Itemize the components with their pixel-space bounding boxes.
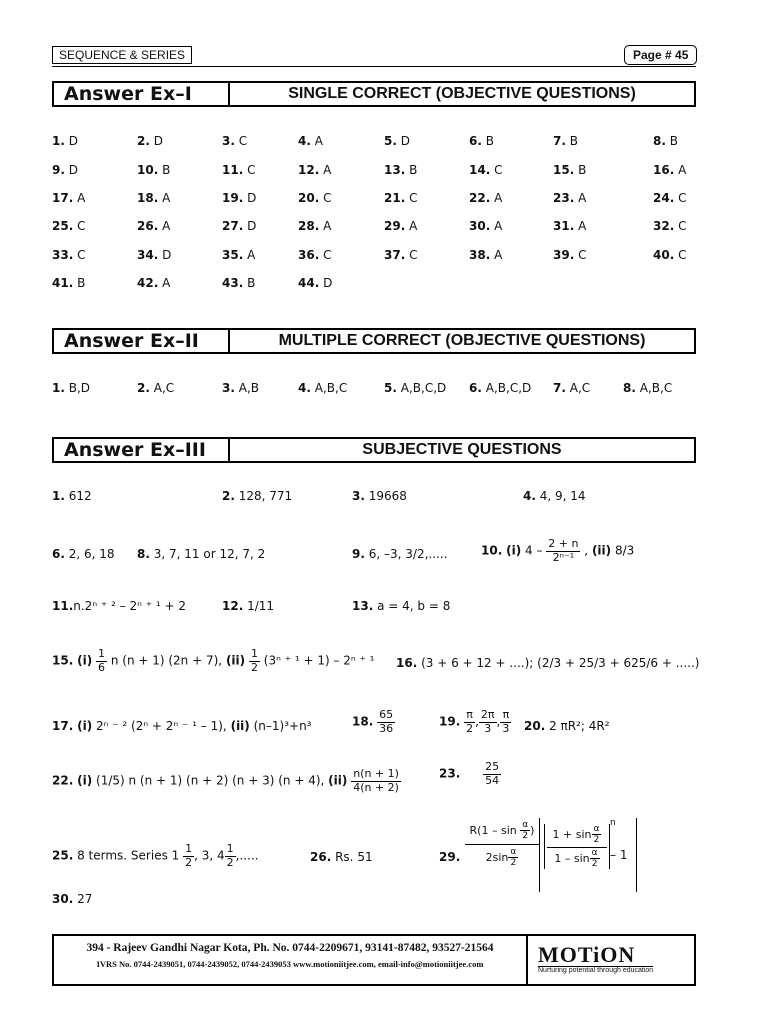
- ex3-answer-8: 8. 3, 7, 11 or 12, 7, 2: [137, 547, 266, 561]
- question-number: 24.: [653, 191, 675, 205]
- question-number: 20.: [298, 191, 320, 205]
- question-number: 12.: [298, 163, 320, 177]
- ex1-answer-12: [298, 163, 331, 177]
- ex1-answer-37: [384, 248, 417, 262]
- ex1-answer-17: [52, 191, 85, 205]
- question-number: 13.: [384, 163, 406, 177]
- answer-value: C: [238, 134, 248, 148]
- answer-value: A,C: [153, 381, 175, 395]
- answer-value: C: [247, 163, 256, 177]
- ex2-answer-1: [52, 381, 90, 395]
- ex3-answer-19: 19. $\frac{\pi}{2}$ , $\frac{2\pi}{3}$ , $\frac{\pi}{3}$: [439, 708, 510, 735]
- answer-value: A: [323, 219, 332, 233]
- footer: [52, 934, 696, 986]
- ex1-answer-25: [52, 219, 85, 233]
- section-ex2-header: [52, 328, 696, 354]
- answer-value: A: [578, 191, 587, 205]
- question-number: 3.: [222, 381, 235, 395]
- question-number: 33.: [52, 248, 74, 262]
- question-number: 4.: [298, 381, 311, 395]
- ex2-answer-2: [137, 381, 174, 395]
- answer-value: D: [247, 191, 257, 205]
- answer-value: A: [494, 248, 503, 262]
- answer-value: B: [247, 276, 256, 290]
- question-number: 10.: [137, 163, 159, 177]
- question-number: 5.: [384, 381, 397, 395]
- q29-left-fraction: R(1 – sin $\frac{\alpha}{2}$ ) 2sin $\frac{\alpha}{2}$: [465, 820, 539, 868]
- ex1-answer-22: [469, 191, 502, 205]
- ex1-answer-44: [298, 276, 332, 290]
- ex1-answer-1: [52, 134, 78, 148]
- footer-contact: IVRS No. 0744-2439051, 0744-2439052, 0744-2439053 www.motioniitjee.com, email-info@motioniitjee.com: [96, 959, 484, 969]
- answer-value: A: [162, 219, 171, 233]
- motion-logo: [538, 942, 653, 974]
- answer-value: C: [494, 163, 503, 177]
- question-number: 34.: [137, 248, 159, 262]
- answer-value: D: [68, 134, 78, 148]
- answer-value: C: [678, 248, 687, 262]
- ex1-answer-24: [653, 191, 686, 205]
- question-number: 11.: [222, 163, 244, 177]
- question-number: 9.: [52, 163, 65, 177]
- ex1-answer-13: [384, 163, 417, 177]
- question-number: 22.: [469, 191, 491, 205]
- ex1-answer-2: [137, 134, 163, 148]
- ex3-answer-10: 10. (i) 4 – $\frac{2 + n}{\text{2ⁿ⁻¹}}$ , (ii) 8/3: [481, 537, 635, 564]
- ex3-answer-1: 1. 612: [52, 489, 92, 503]
- logo-tagline: Nurturing potential through education: [538, 967, 654, 974]
- answer-value: D: [162, 248, 172, 262]
- ex1-answer-11: [222, 163, 255, 177]
- ex3-answer-22: 22. (i) (1/5) n (n + 1) (n + 2) (n + 3) (n + 4), (ii) $\frac{n(n + 1)}{4(n + 2)}$: [52, 767, 399, 794]
- answer-value: C: [409, 191, 418, 205]
- ex1-answer-3: [222, 134, 247, 148]
- question-number: 26.: [137, 219, 159, 233]
- question-number: 19.: [222, 191, 244, 205]
- answer-value: A: [323, 163, 332, 177]
- ex1-answer-26: [137, 219, 170, 233]
- ex3-answer-17: 17. (i) 2ⁿ ⁻ ² (2ⁿ + 2ⁿ ⁻ ¹ – 1), (ii) (n–1)³+n³: [52, 719, 312, 733]
- question-number: 1.: [52, 134, 65, 148]
- answer-value: B: [669, 134, 678, 148]
- question-number: 41.: [52, 276, 74, 290]
- ex1-answer-21: [384, 191, 417, 205]
- ex1-answer-34: [137, 248, 171, 262]
- answer-value: A: [578, 219, 587, 233]
- ex1-answer-35: [222, 248, 255, 262]
- question-number: 31.: [553, 219, 575, 233]
- ex1-answer-14: [469, 163, 502, 177]
- ex1-answer-18: [137, 191, 170, 205]
- section-ex2-label: Answer Ex–II: [54, 330, 230, 352]
- ex2-answer-6: [469, 381, 531, 395]
- ex3-answer-18: 18. $\frac{65}{36}$: [352, 708, 394, 735]
- answer-value: B: [485, 134, 494, 148]
- answer-value: D: [153, 134, 163, 148]
- answer-value: A: [162, 276, 171, 290]
- question-number: 38.: [469, 248, 491, 262]
- question-number: 39.: [553, 248, 575, 262]
- question-number: 16.: [653, 163, 675, 177]
- answer-value: A: [494, 191, 503, 205]
- ex2-answer-4: [298, 381, 347, 395]
- ex1-answer-30: [469, 219, 502, 233]
- answer-value: B: [578, 163, 587, 177]
- ex3-answer-29: 29. R(1 – sin $\frac{\alpha}{2}$ ) 2sin $\frac{\alpha}{2}$ 1 + sin $\frac{\alpha}{2}$ 1 – sin $\frac{\alpha}{2}$ n – 1: [439, 818, 639, 894]
- ex3-answer-6: 6. 2, 6, 18: [52, 547, 115, 561]
- question-number: 8.: [623, 381, 636, 395]
- ex1-answer-19: [222, 191, 256, 205]
- answer-value: D: [68, 163, 78, 177]
- ex3-answer-16: 16. (3 + 6 + 12 + ....); (2/3 + 25/3 + 625/6 + .....): [396, 656, 700, 670]
- section-ex3-label: Answer Ex–III: [54, 439, 230, 461]
- answer-value: A: [247, 248, 256, 262]
- section-ex1-header: [52, 81, 696, 107]
- section-ex2-title: MULTIPLE CORRECT (OBJECTIVE QUESTIONS): [278, 332, 646, 349]
- answer-value: B: [77, 276, 86, 290]
- question-number: 42.: [137, 276, 159, 290]
- question-number: 30.: [469, 219, 491, 233]
- ex3-answer-9: 9. 6, –3, 3/2,.....: [352, 547, 448, 561]
- question-number: 2.: [137, 381, 150, 395]
- ex3-answer-3: 3. 19668: [352, 489, 407, 503]
- answer-value: A: [494, 219, 503, 233]
- answer-value: C: [77, 219, 86, 233]
- question-number: 4.: [298, 134, 311, 148]
- question-number: 23.: [553, 191, 575, 205]
- question-number: 29.: [384, 219, 406, 233]
- ex1-answer-40: [653, 248, 686, 262]
- answer-value: A,B,C,D: [485, 381, 532, 395]
- ex1-answer-20: [298, 191, 331, 205]
- footer-address-block: [54, 936, 528, 984]
- ex1-answer-9: [52, 163, 78, 177]
- ex3-answer-2: 2. 128, 771: [222, 489, 293, 503]
- answer-value: A: [314, 134, 323, 148]
- ex1-answer-7: [553, 134, 578, 148]
- ex1-answer-8: [653, 134, 678, 148]
- question-number: 17.: [52, 191, 74, 205]
- question-number: 40.: [653, 248, 675, 262]
- logo-text: MOTiON: [538, 942, 636, 967]
- ex3-answer-15: 15. (i) $\frac{1}{6}$ n (n + 1) (2n + 7), (ii) $\frac{1}{2}$ (3ⁿ ⁺ ¹ + 1) – 2ⁿ ⁺ ¹: [52, 647, 375, 674]
- question-number: 14.: [469, 163, 491, 177]
- ex2-answer-7: [553, 381, 590, 395]
- ex3-answer-30: 30. 27: [52, 892, 93, 906]
- ex3-answer-11: 11.n.2ⁿ ⁺ ² – 2ⁿ ⁺ ¹ + 2: [52, 599, 187, 613]
- ex1-answer-33: [52, 248, 85, 262]
- question-number: 25.: [52, 219, 74, 233]
- question-number: 1.: [52, 381, 65, 395]
- ex3-answer-4: 4. 4, 9, 14: [523, 489, 586, 503]
- question-number: 3.: [222, 134, 235, 148]
- ex1-answer-32: [653, 219, 686, 233]
- answer-value: C: [678, 191, 687, 205]
- question-number: 2.: [137, 134, 150, 148]
- answer-value: D: [247, 219, 257, 233]
- answer-value: B: [162, 163, 171, 177]
- answer-value: C: [77, 248, 86, 262]
- answer-value: B,D: [68, 381, 91, 395]
- answer-value: A,B: [238, 381, 260, 395]
- question-number: 6.: [469, 134, 482, 148]
- question-number: 7.: [553, 134, 566, 148]
- ex1-answer-31: [553, 219, 586, 233]
- ex1-answer-23: [553, 191, 586, 205]
- question-number: 5.: [384, 134, 397, 148]
- question-number: 32.: [653, 219, 675, 233]
- question-number: 37.: [384, 248, 406, 262]
- answer-value: C: [323, 191, 332, 205]
- question-number: 7.: [553, 381, 566, 395]
- answer-value: C: [578, 248, 587, 262]
- question-number: 15.: [553, 163, 575, 177]
- question-number: 18.: [137, 191, 159, 205]
- answer-value: D: [400, 134, 410, 148]
- question-number: 6.: [469, 381, 482, 395]
- answer-value: D: [323, 276, 333, 290]
- ex3-answer-26: 26. Rs. 51: [310, 850, 373, 864]
- ex1-answer-39: [553, 248, 586, 262]
- answer-value: A: [678, 163, 687, 177]
- topic-label: SEQUENCE & SERIES: [52, 46, 192, 64]
- answer-value: A: [409, 219, 418, 233]
- ex1-answer-38: [469, 248, 502, 262]
- ex1-answer-27: [222, 219, 256, 233]
- answer-value: A,C: [569, 381, 591, 395]
- ex1-answer-10: [137, 163, 170, 177]
- ex1-answer-4: [298, 134, 323, 148]
- section-ex3-header: [52, 437, 696, 463]
- answer-value: A,B,C: [314, 381, 348, 395]
- ex1-answer-29: [384, 219, 417, 233]
- answer-value: B: [409, 163, 418, 177]
- ex1-answer-16: [653, 163, 686, 177]
- question-number: 21.: [384, 191, 406, 205]
- ex3-answer-20: 20. 2 πR²; 4R²: [524, 719, 610, 733]
- footer-address: 394 - Rajeev Gandhi Nagar Kota, Ph. No. 0744-2209671, 93141-87482, 93527-21564: [86, 942, 494, 954]
- answer-value: A,B,C: [639, 381, 673, 395]
- answer-value: C: [678, 219, 687, 233]
- ex1-answer-36: [298, 248, 331, 262]
- section-ex3-title: SUBJECTIVE QUESTIONS: [362, 441, 562, 458]
- q29-bracket: 1 + sin $\frac{\alpha}{2}$ 1 – sin $\frac{\alpha}{2}$ n – 1: [539, 818, 637, 892]
- answer-value: C: [409, 248, 418, 262]
- answer-value: A: [162, 191, 171, 205]
- question-number: 27.: [222, 219, 244, 233]
- ex3-answer-12: 12. 1/11: [222, 599, 275, 613]
- question-number: 36.: [298, 248, 320, 262]
- ex1-answer-41: [52, 276, 85, 290]
- section-ex1-label: Answer Ex–I: [54, 83, 230, 105]
- section-ex1-title: SINGLE CORRECT (OBJECTIVE QUESTIONS): [288, 85, 636, 102]
- answer-value: A: [77, 191, 86, 205]
- ex1-answer-28: [298, 219, 331, 233]
- header-rule: [52, 66, 696, 67]
- answer-value: A,B,C,D: [400, 381, 447, 395]
- question-number: 43.: [222, 276, 244, 290]
- question-number: 35.: [222, 248, 244, 262]
- page-number: Page # 45: [624, 45, 697, 65]
- question-number: 44.: [298, 276, 320, 290]
- question-number: 8.: [653, 134, 666, 148]
- ex1-answer-43: [222, 276, 255, 290]
- answer-value: B: [569, 134, 578, 148]
- question-number: 28.: [298, 219, 320, 233]
- ex3-answer-13: 13. a = 4, b = 8: [352, 599, 451, 613]
- ex2-answer-8: [623, 381, 672, 395]
- ex1-answer-5: [384, 134, 410, 148]
- ex3-answer-23: 23. $\frac{25}{54}$: [439, 760, 500, 787]
- ex3-answer-25: 25. 8 terms. Series 1 $\frac{1}{2}$ , 3, 4 $\frac{1}{2}$ ,.....: [52, 842, 259, 869]
- ex1-answer-15: [553, 163, 586, 177]
- ex1-answer-42: [137, 276, 170, 290]
- answer-value: C: [323, 248, 332, 262]
- ex1-answer-6: [469, 134, 494, 148]
- ex2-answer-3: [222, 381, 259, 395]
- ex2-answer-5: [384, 381, 446, 395]
